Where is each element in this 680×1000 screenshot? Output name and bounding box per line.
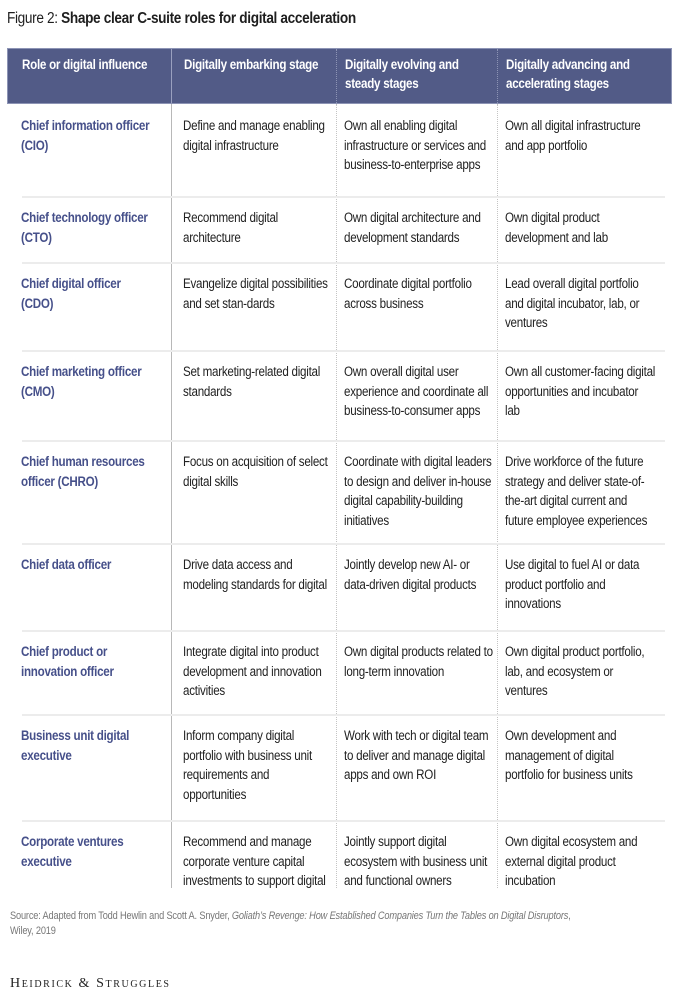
table-row (7, 714, 672, 820)
advancing-cell: Own digital ecosystem and external digital product incubation (505, 834, 638, 888)
advancing-cell: Own all digital infrastructure and app portfolio (505, 118, 641, 153)
brand-logo: Heidrick & Struggles (10, 976, 171, 991)
figure-label: Figure 2: (7, 10, 62, 27)
role-cell: Chief human resources officer (CHRO) (21, 454, 145, 489)
advancing-cell: Own digital product portfolio, lab, and ecosystem or ventures (505, 644, 645, 698)
advancing-cell: Own digital product development and lab (505, 210, 608, 245)
header-divider (336, 49, 337, 103)
header-divider (497, 49, 498, 103)
table-row (7, 543, 672, 630)
header-role: Role or digital influence (22, 57, 148, 72)
row-separator (22, 440, 665, 442)
table-row (7, 440, 672, 543)
roles-table (7, 48, 672, 888)
header-embarking: Digitally embarking stage (184, 57, 319, 72)
row-separator (22, 820, 665, 822)
table-row (7, 630, 672, 714)
table-row (7, 104, 672, 196)
table-row (7, 820, 672, 890)
embarking-cell: Recommend and manage corporate venture capital investments to support digital (183, 834, 326, 888)
row-separator (22, 350, 665, 352)
evolving-cell: Coordinate with digital leaders to design and deliver in-house digital capability-building initiatives (344, 454, 492, 528)
table-row (7, 262, 672, 350)
row-separator (22, 196, 665, 198)
evolving-cell: Jointly develop new AI- or data-driven digital products (344, 557, 477, 592)
embarking-cell: Drive data access and modeling standards for digital (183, 557, 327, 592)
role-cell: Chief information officer (CIO) (21, 118, 150, 153)
role-cell: Chief marketing officer (CMO) (21, 364, 142, 399)
embarking-cell: Inform company digital portfolio with business unit requirements and opportunities (183, 728, 312, 802)
embarking-cell: Focus on acquisition of select digital skills (183, 454, 328, 489)
figure-title (7, 10, 356, 28)
row-separator (22, 714, 665, 716)
embarking-cell: Set marketing-related digital standards (183, 364, 321, 399)
header-advancing: Digitally advancing and accelerating stages (506, 57, 630, 91)
role-cell: Corporate ventures executive (21, 834, 124, 869)
role-cell: Business unit digital executive (21, 728, 130, 763)
table-header (7, 48, 672, 104)
embarking-cell: Define and manage enabling digital infrastructure (183, 118, 325, 153)
evolving-cell: Work with tech or digital team to deliver and manage digital apps and own ROI (344, 728, 489, 782)
advancing-cell: Own development and management of digital portfolio for business units (505, 728, 633, 782)
role-cell: Chief digital officer (CDO) (21, 276, 121, 311)
advancing-cell: Lead overall digital portfolio and digital incubator, lab, or ventures (505, 276, 640, 330)
role-cell: Chief technology officer (CTO) (21, 210, 148, 245)
evolving-cell: Own digital products related to long-term innovation (344, 644, 493, 679)
embarking-cell: Integrate digital into product development and innovation activities (183, 644, 322, 698)
embarking-cell: Recommend digital architecture (183, 210, 279, 245)
evolving-cell: Own all enabling digital infrastructure or services and business-to-enterprise apps (344, 118, 486, 172)
evolving-cell: Own overall digital user experience and coordinate all business-to-consumer apps (344, 364, 489, 418)
advancing-cell: Own all customer-facing digital opportunities and incubator lab (505, 364, 656, 418)
row-separator (22, 630, 665, 632)
row-separator (22, 262, 665, 264)
header-divider (171, 49, 172, 103)
role-cell: Chief product or innovation officer (21, 644, 114, 679)
table-row (7, 196, 672, 262)
source-note: Source: Adapted from Todd Hewlin and Scott A. Snyder, Goliath’s Revenge: How Established Companies Turn the Tables on Digital Disruptors, Wiley, 2019 (10, 910, 571, 937)
advancing-cell: Drive workforce of the future strategy and deliver state-of-the-art digital current and future employee experiences (505, 454, 648, 528)
figure-heading: Shape clear C-suite roles for digital acceleration (61, 10, 356, 27)
embarking-cell: Evangelize digital possibilities and set stan-dards (183, 276, 328, 311)
evolving-cell: Coordinate digital portfolio across business (344, 276, 472, 311)
table-row (7, 350, 672, 440)
row-separator (22, 543, 665, 545)
book-title: Goliath’s Revenge: How Established Companies Turn the Tables on Digital Disruptors (231, 910, 569, 922)
advancing-cell: Use digital to fuel AI or data product portfolio and innovations (505, 557, 640, 611)
evolving-cell: Jointly support digital ecosystem with business unit and functional owners (344, 834, 488, 888)
evolving-cell: Own digital architecture and development standards (344, 210, 481, 245)
role-cell: Chief data officer (21, 557, 112, 572)
header-evolving: Digitally evolving and steady stages (345, 57, 459, 91)
